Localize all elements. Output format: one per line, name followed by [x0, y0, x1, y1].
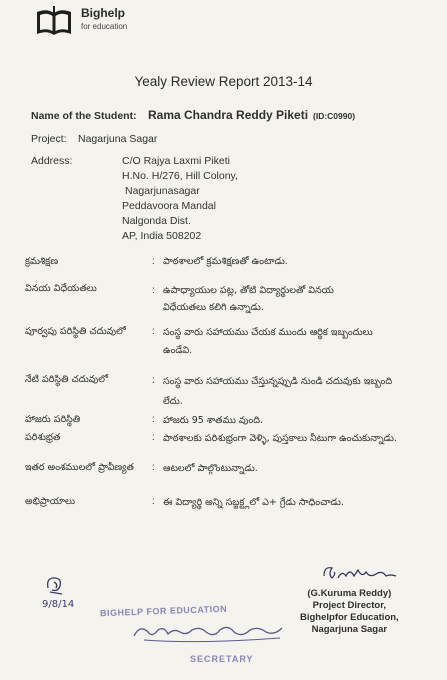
logo-tagline: for education [81, 22, 128, 31]
row-key-past-status: పూర్వపు పరిస్థితి చదువులో [25, 326, 126, 337]
director-org: Bighelpfor Education, [300, 612, 399, 623]
colon: : [152, 462, 155, 473]
colon: : [152, 285, 155, 296]
row-text-other-skills: ఆటలలో పాల్గొంటున్నాడు. [163, 463, 258, 474]
stamp-org: BIGHELP FOR EDUCATION [99, 603, 228, 619]
address-line: C/O Rajya Laxmi Piketi [122, 155, 230, 167]
director-signature [320, 560, 400, 586]
row-text-present-status: సంస్థ వారు సహాయము చేస్తున్నప్పుడి నుండి చదువుకు ఇబ్బంది [163, 376, 393, 387]
row-text-past-status: ఉండేవి. [163, 345, 193, 356]
colon: : [152, 326, 155, 337]
logo-name: Bighelp [81, 6, 125, 20]
signed-date: 9/8/14 [42, 599, 75, 610]
address-label: Address: [31, 155, 73, 167]
row-key-attendance: హాజరు పరిస్థితి [25, 414, 81, 425]
address-line: Nagarjunasagar [125, 185, 200, 197]
secretary-stamp [90, 600, 310, 680]
signature-block [300, 588, 399, 636]
address-line: Nalgonda Dist. [122, 215, 191, 227]
colon: : [152, 256, 155, 267]
address-line: AP, India 508202 [122, 230, 202, 242]
row-key-discipline: క్రమశిక్షణ [25, 256, 59, 267]
row-text-discipline: పాఠశాలలో క్రమశిక్షణతో ఉంటాడు. [163, 256, 288, 267]
colon: : [152, 432, 155, 443]
row-text-past-status: సంస్థ వారు సహాయము చేయక ముందు ఆర్థిక ఇబ్బందులు [163, 327, 373, 338]
row-text-attendance: హాజరు 95 శాతము వుంది. [163, 415, 263, 426]
row-key-cleanliness: పరిశుభ్రత [25, 432, 61, 443]
row-key-present-status: నేటి పరిస్థితి చదువులో [25, 374, 108, 385]
initials-mark [42, 570, 72, 600]
student-id: (ID:C0990) [313, 111, 356, 121]
secretary-signature [130, 618, 290, 646]
address-line: Peddavoora Mandal [122, 200, 216, 212]
row-key-courtesy: వినయ విధేయతలు [25, 283, 97, 294]
director-name: (G.Kuruma Reddy) [307, 588, 392, 599]
director-location: Nagarjuna Sagar [311, 624, 388, 635]
director-title: Project Director, [312, 600, 387, 611]
bighelp-logo [33, 4, 183, 40]
student-name: Rama Chandra Reddy Piketi [148, 108, 309, 122]
row-key-remarks: అభిప్రాయాలు [25, 496, 76, 507]
row-text-remarks: ఈ విద్యార్థి అన్ని సబ్జక్ట్లలో ఎ+ గ్రేడు సాధించాడు. [163, 497, 344, 508]
row-text-courtesy: ఉపాధ్యాయుల పట్ల, తోటి విద్యార్థులతో వినయ [163, 285, 334, 296]
row-text-cleanliness: పాఠశాలకు పరిశుభ్రంగా వెళ్ళి, పుస్తకాలు నీటుగా ఉంచుకున్నాడు. [163, 433, 397, 444]
colon: : [152, 414, 155, 425]
student-label: Name of the Student: [31, 110, 137, 122]
row-text-present-status: లేదు. [163, 396, 183, 407]
address-line: H.No. H/276, Hill Colony, [122, 170, 238, 182]
row-text-courtesy: విధేయతలు కలిగి ఉన్నాడు. [163, 302, 264, 313]
project-label: Project: [31, 133, 67, 145]
book-icon [33, 4, 75, 38]
project-value: Nagarjuna Sagar [78, 133, 158, 145]
colon: : [152, 496, 155, 507]
report-title: Yealy Review Report 2013-14 [134, 74, 313, 89]
stamp-role: SECRETARY [190, 654, 254, 664]
colon: : [152, 375, 155, 386]
row-key-other-skills: ఇతర అంశములలో ప్రావీణ్యత [25, 462, 134, 473]
